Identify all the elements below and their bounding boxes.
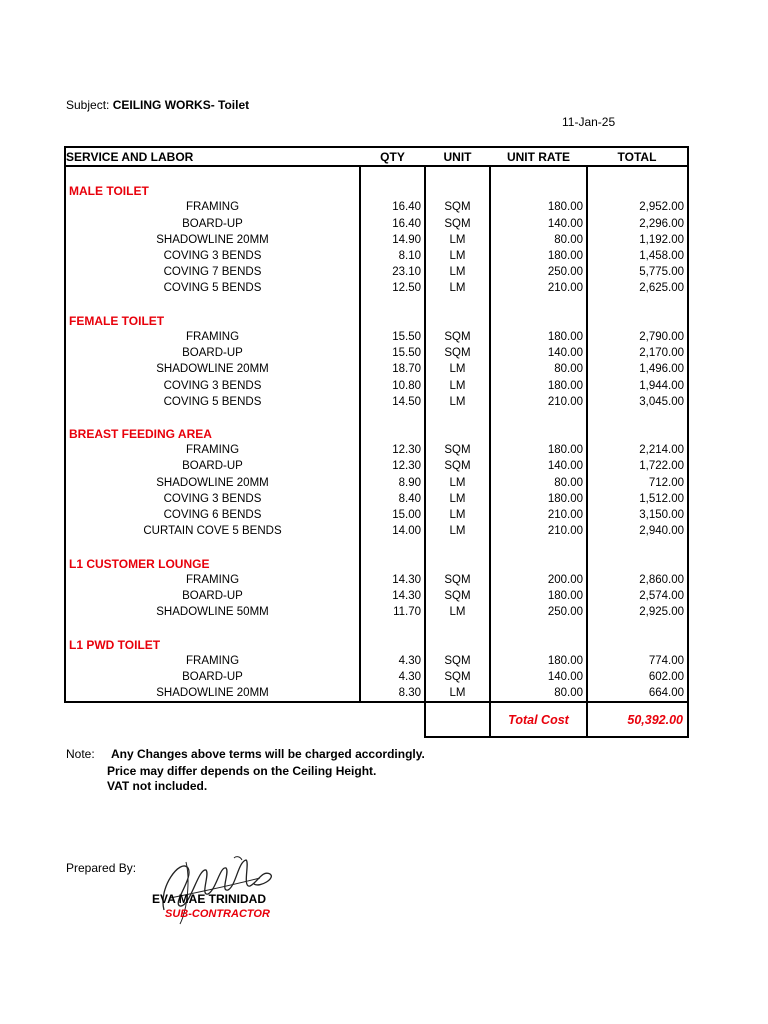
item-total: 2,296.00 — [587, 216, 688, 232]
item-qty: 14.00 — [360, 523, 425, 539]
item-total: 602.00 — [587, 669, 688, 685]
item-unit-rate: 180.00 — [490, 442, 587, 458]
note-label: Note: — [66, 747, 95, 761]
col-header-service: SERVICE AND LABOR — [65, 147, 360, 166]
item-total: 2,625.00 — [587, 280, 688, 296]
table-row — [65, 523, 688, 539]
section-row — [65, 556, 688, 572]
table-body — [65, 166, 688, 737]
item-description: COVING 7 BENDS — [65, 264, 360, 280]
blank-cell — [490, 313, 587, 329]
item-description: FRAMING — [65, 653, 360, 669]
item-unit: LM — [425, 361, 490, 377]
item-total: 2,860.00 — [587, 572, 688, 588]
blank-cell — [587, 297, 688, 313]
table-row — [65, 458, 688, 474]
item-unit-rate: 140.00 — [490, 669, 587, 685]
item-qty: 4.30 — [360, 653, 425, 669]
section-row — [65, 313, 688, 329]
item-total: 1,944.00 — [587, 377, 688, 393]
item-total: 2,170.00 — [587, 345, 688, 361]
item-description: SHADOWLINE 20MM — [65, 361, 360, 377]
total-cost-value: 50,392.00 — [587, 702, 688, 737]
subject-value: CEILING WORKS- Toilet — [112, 98, 250, 112]
item-unit-rate: 250.00 — [490, 604, 587, 620]
signatory-name: EVA MAE TRINIDAD — [152, 892, 266, 906]
item-unit: LM — [425, 685, 490, 702]
item-description: COVING 3 BENDS — [65, 377, 360, 393]
item-unit-rate: 180.00 — [490, 248, 587, 264]
blank-cell — [490, 410, 587, 426]
item-qty: 16.40 — [360, 216, 425, 232]
blank-cell — [425, 313, 490, 329]
col-header-unit: UNIT — [425, 147, 490, 166]
item-description: BOARD-UP — [65, 345, 360, 361]
blank-cell — [360, 426, 425, 442]
item-total: 664.00 — [587, 685, 688, 702]
item-unit-rate: 250.00 — [490, 264, 587, 280]
table-row — [65, 216, 688, 232]
item-unit-rate: 80.00 — [490, 361, 587, 377]
item-qty: 11.70 — [360, 604, 425, 620]
item-description: SHADOWLINE 50MM — [65, 604, 360, 620]
item-unit: LM — [425, 264, 490, 280]
item-unit-rate: 180.00 — [490, 377, 587, 393]
section-title: FEMALE TOILET — [65, 313, 360, 329]
blank-cell — [360, 297, 425, 313]
table-row — [65, 653, 688, 669]
item-description: COVING 3 BENDS — [65, 491, 360, 507]
section-row — [65, 426, 688, 442]
item-qty: 8.90 — [360, 475, 425, 491]
item-unit-rate: 180.00 — [490, 588, 587, 604]
table-row — [65, 377, 688, 393]
item-unit: LM — [425, 507, 490, 523]
item-description: COVING 6 BENDS — [65, 507, 360, 523]
item-description: SHADOWLINE 20MM — [65, 232, 360, 248]
blank-cell — [587, 636, 688, 652]
item-unit: SQM — [425, 458, 490, 474]
item-qty: 23.10 — [360, 264, 425, 280]
blank-cell — [490, 539, 587, 555]
item-unit: SQM — [425, 216, 490, 232]
spacer-row — [65, 620, 688, 636]
blank-cell — [65, 166, 360, 183]
item-unit: SQM — [425, 329, 490, 345]
item-unit: SQM — [425, 199, 490, 215]
table-row — [65, 280, 688, 296]
item-unit: LM — [425, 280, 490, 296]
item-unit-rate: 210.00 — [490, 523, 587, 539]
section-row — [65, 636, 688, 652]
item-unit: SQM — [425, 588, 490, 604]
item-unit-rate: 210.00 — [490, 280, 587, 296]
item-description: SHADOWLINE 20MM — [65, 475, 360, 491]
item-total: 3,150.00 — [587, 507, 688, 523]
col-header-unit-rate: UNIT RATE — [490, 147, 587, 166]
blank-cell — [360, 539, 425, 555]
item-description: COVING 5 BENDS — [65, 280, 360, 296]
blank-cell — [490, 297, 587, 313]
item-total: 2,214.00 — [587, 442, 688, 458]
blank-cell — [587, 620, 688, 636]
blank-cell — [425, 183, 490, 199]
signatory-role: SUB-CONTRACTOR — [165, 908, 270, 920]
item-qty: 12.50 — [360, 280, 425, 296]
item-unit-rate: 180.00 — [490, 199, 587, 215]
blank-cell — [425, 702, 490, 737]
blank-cell — [587, 539, 688, 555]
blank-cell — [360, 636, 425, 652]
item-unit: LM — [425, 232, 490, 248]
table-row — [65, 264, 688, 280]
blank-cell — [360, 620, 425, 636]
subject-label: Subject: — [66, 98, 110, 112]
item-unit: SQM — [425, 653, 490, 669]
col-header-qty: QTY — [360, 147, 425, 166]
blank-cell — [490, 620, 587, 636]
item-total: 2,790.00 — [587, 329, 688, 345]
table-row — [65, 442, 688, 458]
item-unit: LM — [425, 377, 490, 393]
note-line-2: Price may differ depends on the Ceiling Height. — [107, 764, 377, 778]
blank-cell — [65, 539, 360, 555]
blank-cell — [490, 183, 587, 199]
section-title: MALE TOILET — [65, 183, 360, 199]
blank-cell — [360, 166, 425, 183]
blank-cell — [65, 620, 360, 636]
item-description: CURTAIN COVE 5 BENDS — [65, 523, 360, 539]
table-header-row — [65, 147, 688, 166]
spacer-row — [65, 539, 688, 555]
blank-cell — [360, 313, 425, 329]
item-qty: 12.30 — [360, 442, 425, 458]
document-date: 11-Jan-25 — [562, 115, 616, 129]
item-qty: 14.90 — [360, 232, 425, 248]
table-row — [65, 248, 688, 264]
section-title: L1 CUSTOMER LOUNGE — [65, 556, 360, 572]
item-unit-rate: 200.00 — [490, 572, 587, 588]
blank-cell — [490, 636, 587, 652]
item-total: 1,722.00 — [587, 458, 688, 474]
spacer-row — [65, 166, 688, 183]
blank-cell — [587, 183, 688, 199]
item-unit-rate: 80.00 — [490, 232, 587, 248]
quotation-table — [64, 146, 689, 738]
item-description: FRAMING — [65, 572, 360, 588]
blank-cell — [490, 426, 587, 442]
blank-cell — [587, 556, 688, 572]
note-line-1: Any Changes above terms will be charged accordingly. — [111, 747, 425, 761]
blank-cell — [65, 702, 425, 737]
item-total: 3,045.00 — [587, 394, 688, 410]
item-qty: 8.10 — [360, 248, 425, 264]
item-unit: LM — [425, 604, 490, 620]
item-unit-rate: 210.00 — [490, 507, 587, 523]
item-qty: 15.00 — [360, 507, 425, 523]
table-row — [65, 507, 688, 523]
table-row — [65, 685, 688, 702]
table-row — [65, 394, 688, 410]
item-unit-rate: 80.00 — [490, 475, 587, 491]
item-description: SHADOWLINE 20MM — [65, 685, 360, 702]
blank-cell — [360, 556, 425, 572]
prepared-by-label: Prepared By: — [66, 861, 137, 875]
item-unit: LM — [425, 523, 490, 539]
spacer-row — [65, 297, 688, 313]
item-description: BOARD-UP — [65, 588, 360, 604]
blank-cell — [587, 166, 688, 183]
table-row — [65, 232, 688, 248]
item-unit: SQM — [425, 572, 490, 588]
item-total: 774.00 — [587, 653, 688, 669]
item-unit: LM — [425, 475, 490, 491]
note-line-3: VAT not included. — [107, 779, 208, 793]
item-qty: 14.30 — [360, 588, 425, 604]
item-description: FRAMING — [65, 442, 360, 458]
blank-cell — [587, 426, 688, 442]
item-unit-rate: 180.00 — [490, 329, 587, 345]
item-total: 2,574.00 — [587, 588, 688, 604]
table-row — [65, 491, 688, 507]
item-unit-rate: 140.00 — [490, 458, 587, 474]
item-unit: LM — [425, 394, 490, 410]
section-row — [65, 183, 688, 199]
blank-cell — [425, 297, 490, 313]
item-total: 1,458.00 — [587, 248, 688, 264]
total-row — [65, 702, 688, 737]
item-description: BOARD-UP — [65, 216, 360, 232]
item-total: 1,192.00 — [587, 232, 688, 248]
item-total: 2,940.00 — [587, 523, 688, 539]
subject-line — [66, 98, 249, 112]
blank-cell — [425, 426, 490, 442]
item-qty: 8.40 — [360, 491, 425, 507]
item-unit: SQM — [425, 669, 490, 685]
table-row — [65, 361, 688, 377]
item-description: FRAMING — [65, 199, 360, 215]
item-qty: 15.50 — [360, 345, 425, 361]
item-unit-rate: 140.00 — [490, 345, 587, 361]
item-qty: 14.50 — [360, 394, 425, 410]
item-total: 712.00 — [587, 475, 688, 491]
item-description: BOARD-UP — [65, 669, 360, 685]
item-unit-rate: 180.00 — [490, 653, 587, 669]
item-qty: 15.50 — [360, 329, 425, 345]
item-unit: LM — [425, 248, 490, 264]
item-description: COVING 3 BENDS — [65, 248, 360, 264]
blank-cell — [490, 166, 587, 183]
table-row — [65, 669, 688, 685]
table-row — [65, 475, 688, 491]
spacer-row — [65, 410, 688, 426]
table-row — [65, 199, 688, 215]
item-description: COVING 5 BENDS — [65, 394, 360, 410]
blank-cell — [360, 410, 425, 426]
item-qty: 10.80 — [360, 377, 425, 393]
item-total: 2,952.00 — [587, 199, 688, 215]
blank-cell — [425, 166, 490, 183]
item-total: 1,496.00 — [587, 361, 688, 377]
blank-cell — [360, 183, 425, 199]
blank-cell — [425, 539, 490, 555]
item-unit-rate: 180.00 — [490, 491, 587, 507]
table-row — [65, 329, 688, 345]
item-qty: 14.30 — [360, 572, 425, 588]
item-qty: 16.40 — [360, 199, 425, 215]
item-unit-rate: 140.00 — [490, 216, 587, 232]
blank-cell — [65, 297, 360, 313]
item-qty: 8.30 — [360, 685, 425, 702]
item-total: 2,925.00 — [587, 604, 688, 620]
table-row — [65, 588, 688, 604]
item-unit: SQM — [425, 345, 490, 361]
item-unit-rate: 210.00 — [490, 394, 587, 410]
blank-cell — [425, 410, 490, 426]
section-title: BREAST FEEDING AREA — [65, 426, 360, 442]
section-title: L1 PWD TOILET — [65, 636, 360, 652]
blank-cell — [65, 410, 360, 426]
blank-cell — [425, 636, 490, 652]
item-unit: SQM — [425, 442, 490, 458]
table-row — [65, 345, 688, 361]
item-total: 1,512.00 — [587, 491, 688, 507]
item-qty: 4.30 — [360, 669, 425, 685]
blank-cell — [587, 410, 688, 426]
total-cost-label: Total Cost — [490, 702, 587, 737]
blank-cell — [490, 556, 587, 572]
table-row — [65, 604, 688, 620]
item-qty: 12.30 — [360, 458, 425, 474]
item-unit: LM — [425, 491, 490, 507]
col-header-total: TOTAL — [587, 147, 688, 166]
table-row — [65, 572, 688, 588]
item-total: 5,775.00 — [587, 264, 688, 280]
blank-cell — [587, 313, 688, 329]
item-description: BOARD-UP — [65, 458, 360, 474]
item-description: FRAMING — [65, 329, 360, 345]
item-unit-rate: 80.00 — [490, 685, 587, 702]
item-qty: 18.70 — [360, 361, 425, 377]
blank-cell — [425, 556, 490, 572]
blank-cell — [425, 620, 490, 636]
